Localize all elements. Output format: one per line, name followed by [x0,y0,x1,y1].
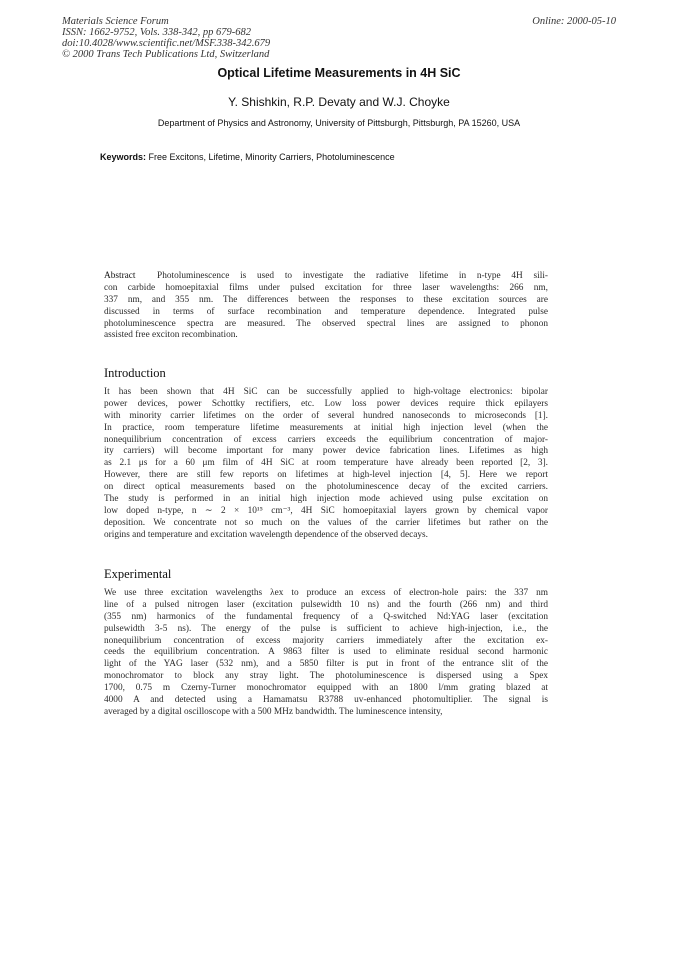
experimental-line: nonequilibrium concentration of excess majority carriers immediately after the excitation ex- [104,635,548,646]
intro-line: The study is performed in an initial high injection mode achieved using pulse excitation on [104,494,548,505]
intro-line: low doped n-type, n ∼ 2 × 10¹⁵ cm⁻³, 4H SiC homoepitaxial layers grown by chemical vapor [104,505,548,516]
journal-name: Materials Science Forum [62,16,169,27]
experimental-section [104,588,548,719]
abstract-line: assisted free exciton recombination. [104,330,238,341]
experimental-line: pulsewidth 3-5 ns). The energy of the pulse is sufficient to achieve high-injection, i.e., the [104,623,548,634]
intro-line: In practice, room temperature lifetime measurements at initial high injection level (when the [104,422,548,433]
experimental-heading: Experimental [104,567,172,581]
intro-line: with minority carrier lifetimes on the order of several hundred nanoseconds to microseconds [1]. [104,410,548,421]
keywords [100,152,395,162]
experimental-line: 1700, 0.75 m Czerny-Turner monochromator equipped with an 1800 l/mm grating blazed at [104,683,548,694]
abstract-label: Abstract [104,271,136,281]
experimental-line: 4000 A and detected using a Hamamatsu R3788 uv-enhanced photomultiplier. The signal is [104,695,548,706]
experimental-line: ceeds the equilibrium concentration. A 9863 filter is used to eliminate residual second harmonic [104,647,548,658]
intro-line: nonequilibrium concentration of excess carriers exceeds the equilibrium concentration of major- [104,434,548,445]
experimental-line: line of a pulsed nitrogen laser (excitation pulsewidth 10 ns) and the fourth (266 nm) and third [104,599,548,610]
intro-line: on direct optical measurements based on the photoluminescence decay of the excited carriers. [104,482,548,493]
intro-line: It has been shown that 4H SiC can be successfully applied to high-voltage electronics: bipolar [104,387,548,397]
abstract-line: con carbide homoepitaxial films under pulsed excitation for three laser wavelengths: 266 nm, [104,282,548,293]
experimental-line: light of the YAG laser (532 nm), and a 5850 filter is put in front of the entrance slit of the [104,659,548,670]
abstract-line-1 [104,271,548,283]
keywords-text: Free Excitons, Lifetime, Minority Carriers, Photoluminescence [148,152,395,162]
paper-title: Optical Lifetime Measurements in 4H SiC [217,66,461,80]
intro-line: deposition. We concentrate not so much on the values of the carrier lifetimes but rather on the [104,517,548,528]
intro-line: However, there are still few reports on lifetimes at high-level injection [4, 5]. Here we report [104,470,548,481]
experimental-line: We use three excitation wavelengths λex to produce an excess of electron-hole pairs: the 337 nm [104,588,548,598]
journal-header [62,16,270,60]
experimental-line: monochromator to block any stray light. The photoluminescence is dispersed using a Spex [104,671,548,682]
abstract-section [104,271,548,342]
abstract-text: Photoluminescence is used to investigate the radiative lifetime in n-type 4H sili- [157,271,548,281]
intro-line: as 2.1 μs for a 60 μm film of 4H SiC at room temperature have already been reported [2, 3]. [104,458,548,469]
doi-line: doi:10.4028/www.scientific.net/MSF.338-342.679 [62,38,271,49]
abstract-line: 337 nm, and 355 nm. The differences between the responses to these excitation sources are [104,294,548,305]
authors: Y. Shishkin, R.P. Devaty and W.J. Choyke [228,95,450,109]
introduction-section [104,387,548,542]
keywords-label: Keywords: [100,152,147,162]
issn-line: ISSN: 1662-9752, Vols. 338-342, pp 679-682 [62,27,251,38]
copyright-line: © 2000 Trans Tech Publications Ltd, Switzerland [62,49,270,60]
affiliation: Department of Physics and Astronomy, University of Pittsburgh, Pittsburgh, PA 15260, USA [157,118,521,128]
intro-line: power devices, power Schottky rectifiers, etc. Low loss power devices require thick epilayers [104,398,548,409]
experimental-line: averaged by a digital oscilloscope with a 500 MHz bandwidth. The luminescence intensity, [104,706,443,717]
abstract-line: discussed in terms of surface recombination and temperature dependence. Integrated pulse [104,306,548,317]
intro-line: origins and temperature and excitation wavelength dependence of the observed decays. [104,529,428,540]
online-date: Online: 2000-05-10 [532,16,616,27]
introduction-heading: Introduction [104,366,166,380]
intro-line: ity carriers) will become important for many power device fabrication lines. Lifetimes as high [104,446,548,457]
abstract-line: photoluminescence spectra are measured. The observed spectral lines are assigned to phonon [104,318,548,329]
experimental-line: (355 nm) harmonics of the fundamental frequency of a Q-switched Nd:YAG laser (excitation [104,611,548,622]
